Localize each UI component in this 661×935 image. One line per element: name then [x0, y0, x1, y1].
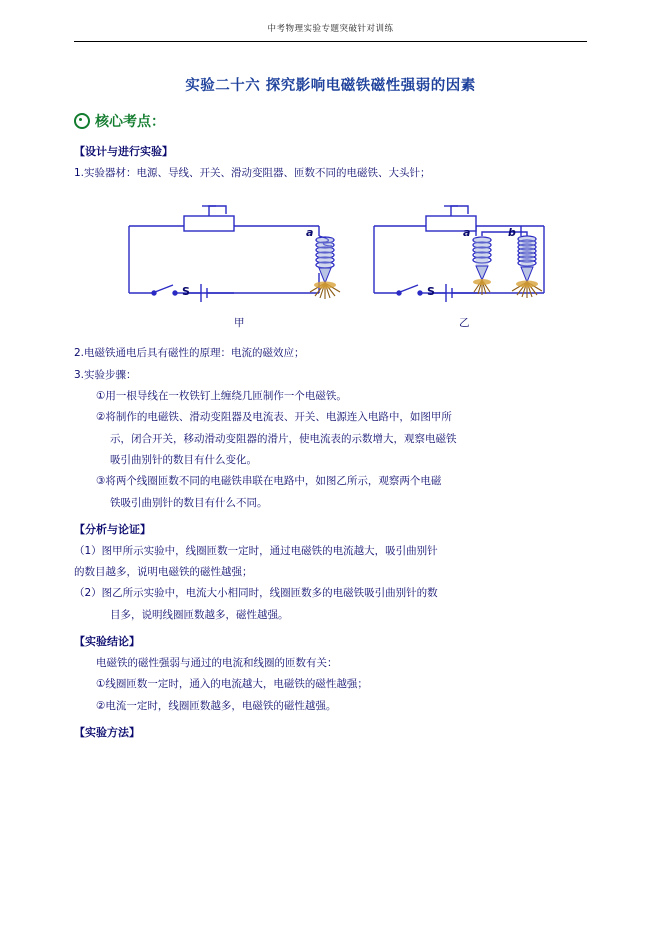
- subheading-method: 【实验方法】: [74, 726, 140, 739]
- figure-caption-yi: 乙: [459, 317, 470, 330]
- switch-label-right: S: [427, 285, 435, 299]
- switch-label-left: S: [182, 285, 190, 299]
- analysis-1-line-2: 的数目越多，说明电磁铁的磁性越强；: [74, 566, 253, 579]
- conclusion-intro: 电磁铁的磁性强弱与通过的电流和线圈的匝数有关：: [96, 657, 338, 670]
- document-content: [74, 62, 587, 746]
- page-title: 实验二十六 探究影响电磁铁磁性强弱的因素: [185, 78, 476, 94]
- running-header: 中考物理实验专题突破针对训练: [267, 24, 394, 34]
- subheading-conclusion: 【实验结论】: [74, 635, 140, 649]
- figure-label-b-right: b: [508, 226, 516, 240]
- conclusion-1: ①线圈匝数一定时，通入的电流越大，电磁铁的磁性越强；: [96, 678, 368, 691]
- figure-label-a-left: a: [306, 226, 314, 240]
- step-1: ①用一根导线在一枚铁钉上缠绕几匝制作一个电磁铁。: [96, 389, 347, 402]
- step-2-line-1: ②将制作的电磁铁、滑动变阻器及电流表、开关、电源连入电路中，如图甲所: [96, 411, 452, 424]
- experiment-figure: [74, 188, 587, 343]
- principle-text: 2.电磁铁通电后具有磁性的原理：电流的磁效应；: [74, 347, 305, 360]
- core-points-heading: [74, 111, 587, 131]
- core-points-label: 核心考点：: [95, 114, 165, 130]
- step-2-line-2: 示，闭合开关，移动滑动变阻器的滑片，使电流表的示数增大，观察电磁铁: [110, 432, 457, 445]
- conclusion-2: ②电流一定时，线圈匝数越多，电磁铁的磁性越强。: [96, 699, 337, 712]
- analysis-1-line-1: （1）图甲所示实验中，线圈匝数一定时，通过电磁铁的电流越大，吸引曲别针: [74, 544, 438, 557]
- figure-label-a-right: a: [463, 226, 471, 240]
- step-2-line-3: 吸引曲别针的数目有什么变化。: [110, 453, 257, 466]
- analysis-2-line-2: 目多，说明线圈匝数越多，磁性越强。: [110, 608, 289, 621]
- circuit-diagrams-svg: [74, 188, 587, 343]
- subheading-design: 【设计与进行实验】: [74, 145, 173, 158]
- step-3-line-1: ③将两个线圈匝数不同的电磁铁串联在电路中，如图乙所示，观察两个电磁: [96, 475, 442, 488]
- analysis-2-line-1: （2）图乙所示实验中，电流大小相同时，线圈匝数多的电磁铁吸引曲别针的数: [74, 587, 438, 600]
- subheading-analysis: 【分析与论证】: [74, 522, 151, 536]
- header-divider: [74, 41, 587, 42]
- figure-caption-jia: 甲: [234, 317, 245, 330]
- materials-text: 1.实验器材：电源、导线、开关、滑动变阻器、匝数不同的电磁铁、大头针；: [74, 167, 431, 179]
- steps-heading: 3.实验步骤：: [74, 368, 137, 381]
- ring-bullet-icon: [74, 113, 90, 129]
- step-3-line-2: 铁吸引曲别针的数目有什么不同。: [110, 496, 268, 509]
